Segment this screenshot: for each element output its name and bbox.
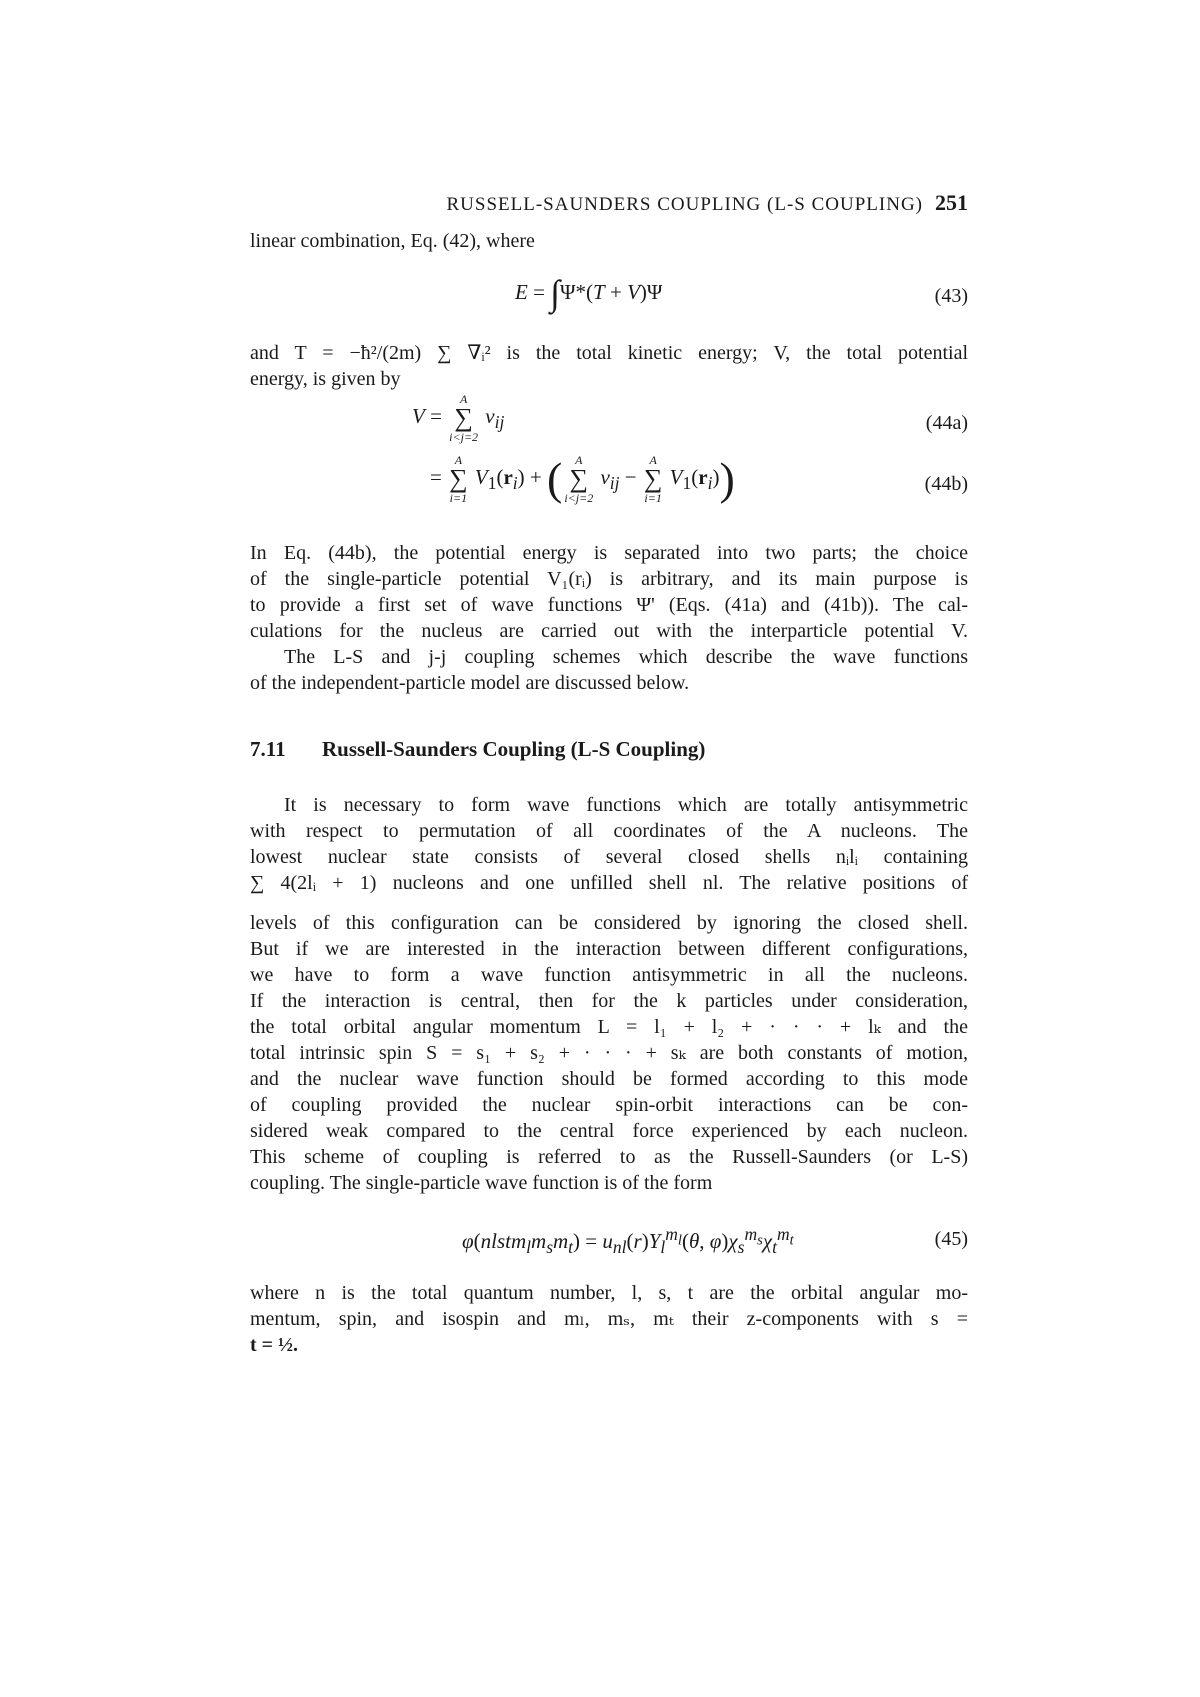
para4-line8: If the interaction is central, then for the k particles under consideration, (250, 990, 968, 1012)
para4-line5: levels of this configuration can be considered by ignoring the closed shell. (250, 912, 968, 934)
equation-44a-number: (44a) (925, 412, 968, 434)
para4-line14: This scheme of coupling is referred to as the Russell-Saunders (or L-S) (250, 1146, 968, 1168)
para2-line2: of the single-particle potential V₁(rᵢ) is arbitrary, and its main purpose is (250, 568, 968, 590)
para4-line12: of coupling provided the nuclear spin-orbit interactions can be con- (250, 1094, 968, 1116)
para4-line9: the total orbital angular momentum L = l₁ + l₂ + · · · + lₖ and the (250, 1016, 968, 1038)
para4-line6: But if we are interested in the interaction between different configurations, (250, 938, 968, 960)
para5-line3: t = ½. (250, 1334, 299, 1356)
equation-43-number: (43) (934, 285, 968, 307)
running-header (250, 190, 968, 216)
para2-line1: In Eq. (44b), the potential energy is separated into two parts; the choice (250, 542, 968, 564)
para4-line7: we have to form a wave function antisymmetric in all the nucleons. (250, 964, 968, 986)
para2-line4: culations for the nucleus are carried out with the interparticle potential V. (250, 620, 968, 642)
para2-line3: to provide a first set of wave functions Ψ' (Eqs. (41a) and (41b)). The cal- (250, 594, 968, 616)
para3-line2: of the independent-particle model are discussed below. (250, 672, 690, 694)
equation-44b: = A ∑ i=1 $V_1(r_i)$ + ( A ∑ i<j=2 $v_{ij}$ − A ∑ i=1 $V_1(r_i)$) (430, 453, 735, 506)
equation-44b-number: (44b) (924, 473, 968, 495)
para1-line2: energy, is given by (250, 368, 401, 390)
para5-line1: where n is the total quantum number, l, s, t are the orbital angular mo- (250, 1282, 968, 1304)
equation-43: E = ∫Ψ*(T + V)Ψ (515, 273, 663, 313)
running-title: RUSSELL-SAUNDERS COUPLING (L-S COUPLING) (446, 194, 923, 215)
para4-line2: with respect to permutation of all coordinates of the A nucleons. The (250, 820, 968, 842)
para4-line15: coupling. The single-particle wave function is of the form (250, 1172, 713, 1194)
para4-line3: lowest nuclear state consists of several closed shells nᵢlᵢ containing (250, 846, 968, 868)
intro-line: linear combination, Eq. (42), where (250, 230, 535, 252)
para4-line13: sidered weak compared to the central force experienced by each nucleon. (250, 1120, 968, 1142)
para4-line1: It is necessary to form wave functions which are totally antisymmetric (284, 794, 968, 816)
para4-line10: total intrinsic spin S = s₁ + s₂ + · · · + sₖ are both constants of motion, (250, 1042, 968, 1064)
equation-45: $\varphi(nlstm_lm_sm_t) = u_{nl}(r)Y_l^{m_l}(\theta$, $\varphi)\chi_s^{m_s}\chi_t^{m_t}$ (462, 1224, 794, 1258)
section-number: 7.11 (250, 737, 286, 761)
equation-45-number: (45) (934, 1228, 968, 1250)
para3-line1: The L-S and j-j coupling schemes which describe the wave functions (284, 646, 968, 668)
page-number: 251 (935, 190, 968, 215)
para5-line2: mentum, spin, and isospin and mₗ, mₛ, mₜ their z-components with s = (250, 1308, 968, 1330)
section-heading (250, 737, 968, 762)
para4-line4: ∑ 4(2lᵢ + 1) nucleons and one unfilled shell nl. The relative positions of (250, 872, 968, 894)
para1-line1: and T = −ħ²/(2m) ∑ ∇ᵢ² is the total kinetic energy; V, the total potential (250, 342, 968, 364)
section-title: Russell-Saunders Coupling (L-S Coupling) (322, 737, 706, 761)
para4-line11: and the nuclear wave function should be formed according to this mode (250, 1068, 968, 1090)
equation-44a: V = A ∑ i<j=2 $v_{ij}$ (412, 392, 505, 444)
